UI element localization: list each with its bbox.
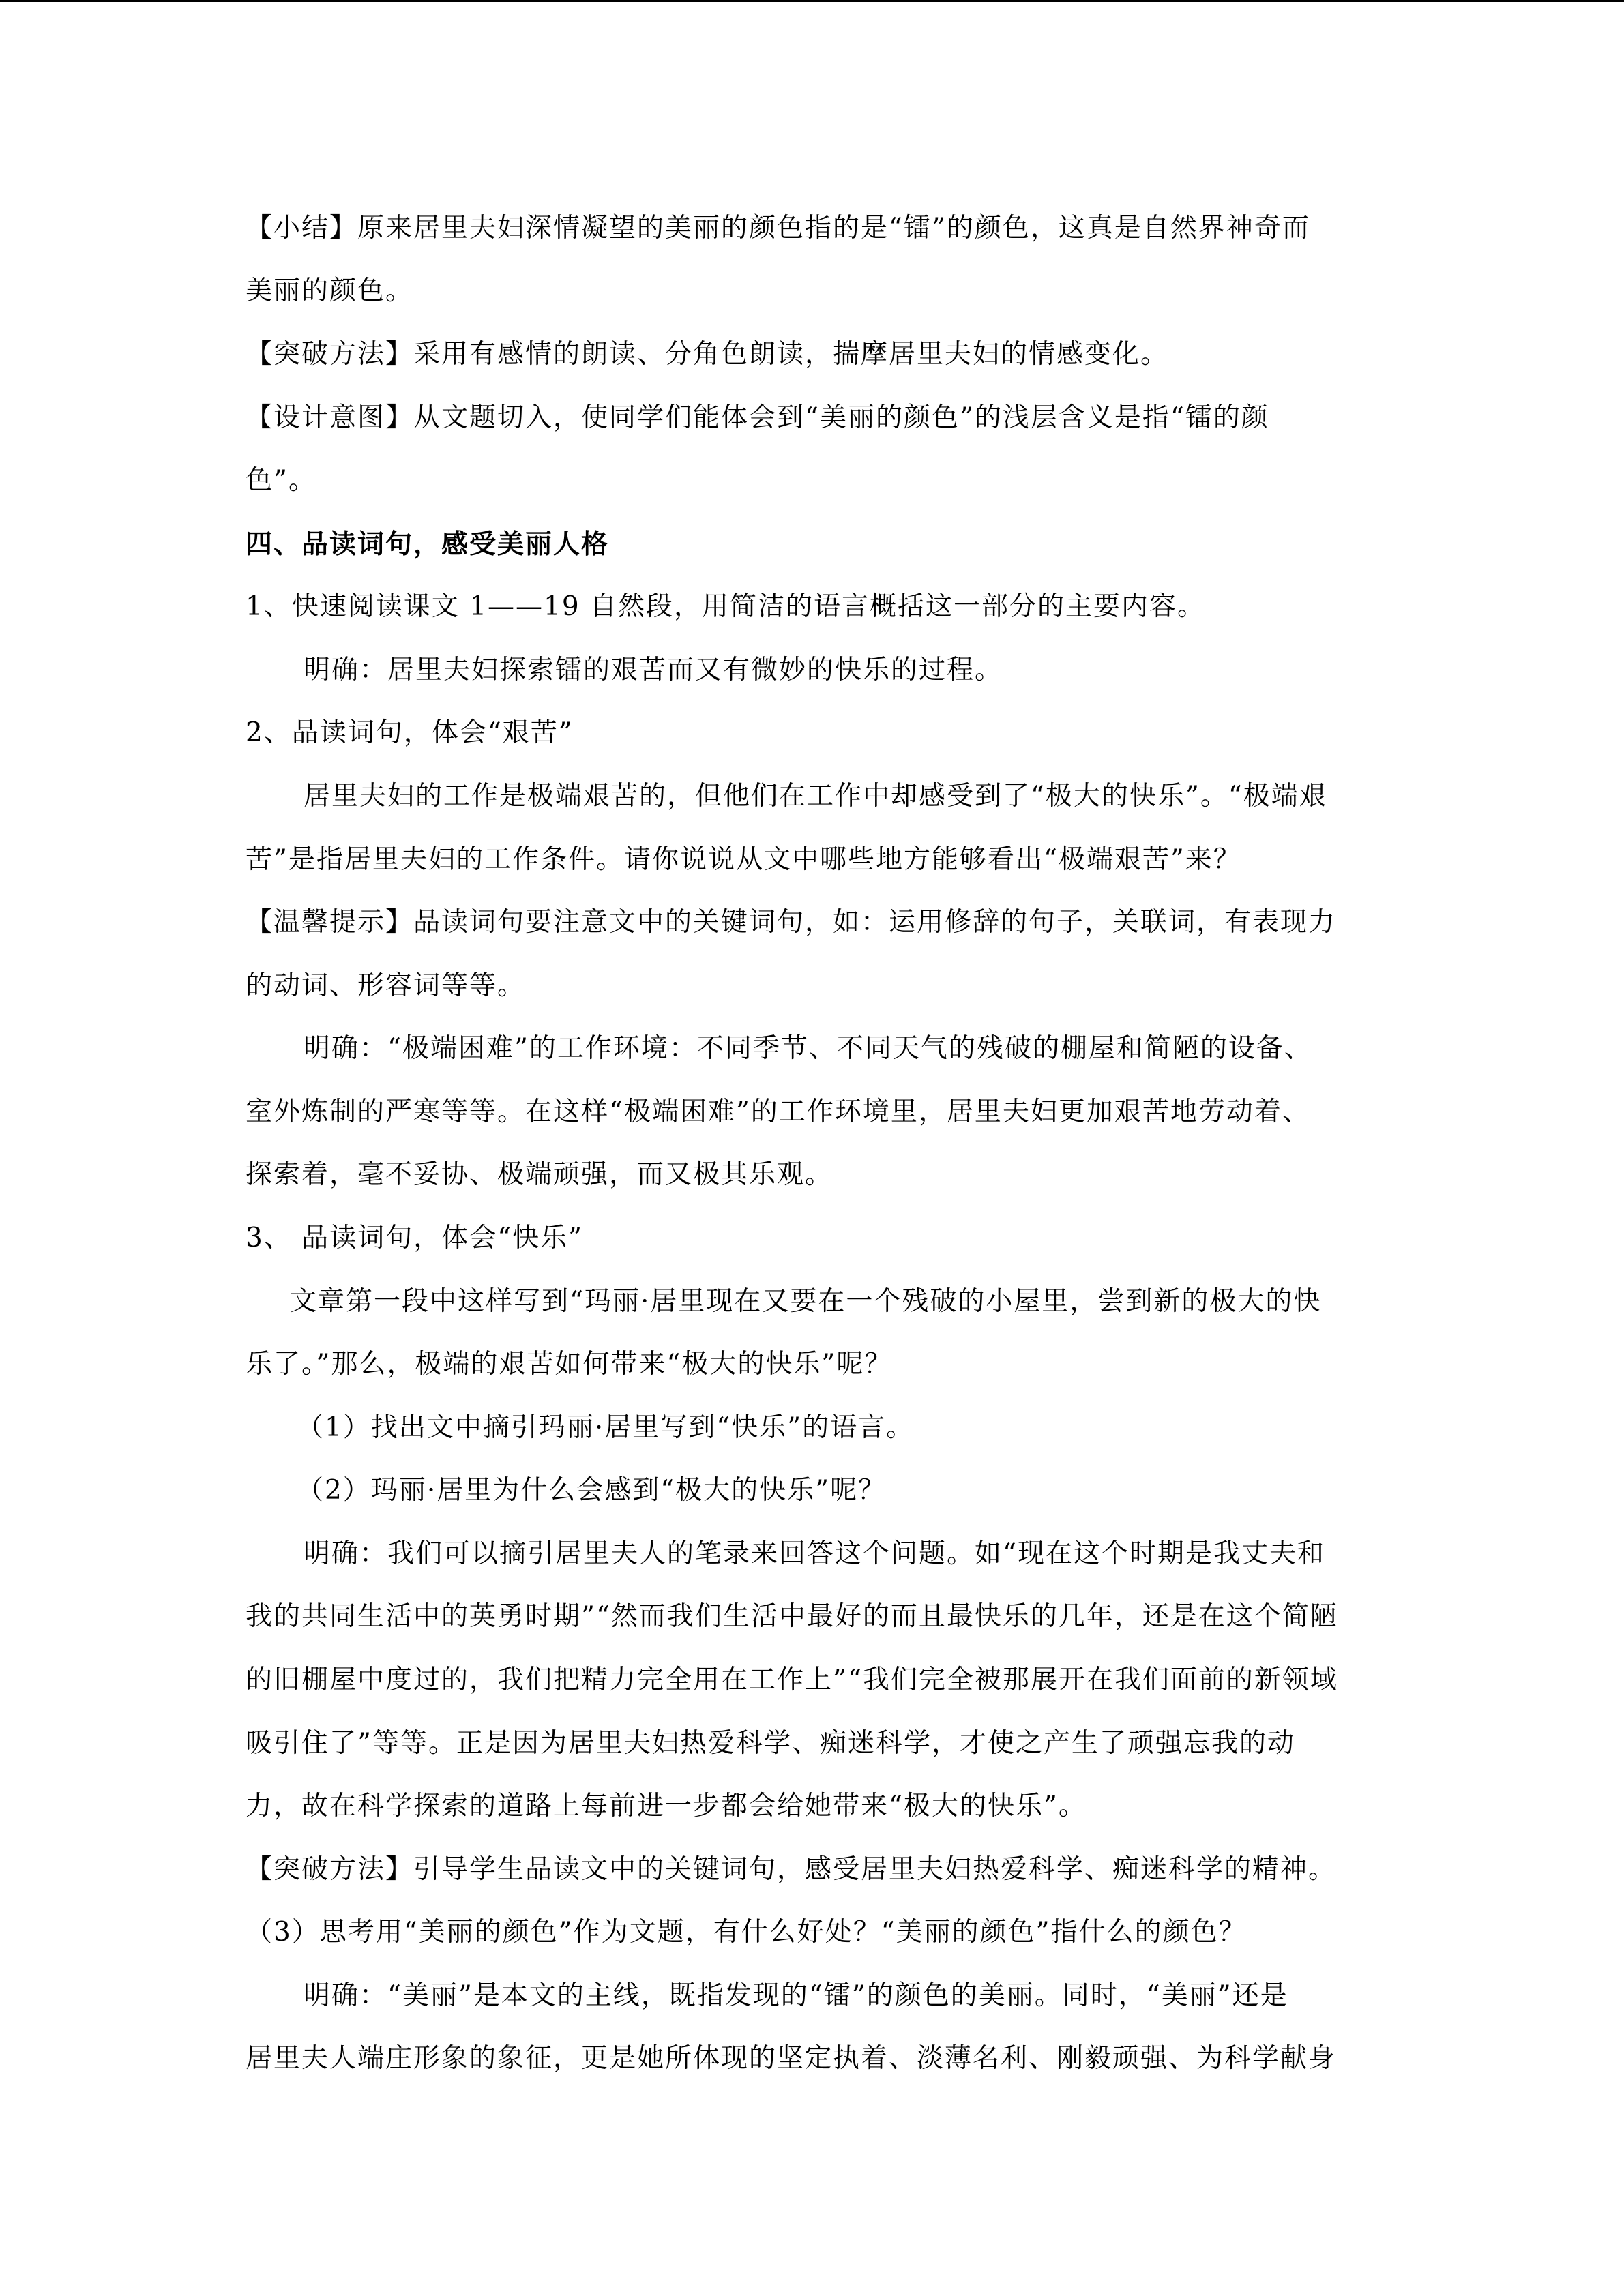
step-2-answer-line-1: 明确：“极端困难”的工作环境：不同季节、不同天气的残破的棚屋和简陋的设备、 (304, 1033, 1312, 1064)
step-3-answer-line-4: 吸引住了”等等。正是因为居里夫妇热爱科学、痴迷科学，才使之产生了顽强忘我的动 (246, 1728, 1295, 1759)
step-3-question-2: （2）玛丽·居里为什么会感到“极大的快乐”呢？ (297, 1475, 887, 1506)
step-3-question-3: （3）思考用“美丽的颜色”作为文题，有什么好处？“美丽的颜色”指什么的颜色？ (246, 1917, 1247, 1948)
step-2-answer-line-3: 探索着，毫不妥协、极端顽强，而又极其乐观。 (246, 1159, 833, 1190)
design-intent-line-1: 【设计意图】从文题切入，使同学们能体会到“美丽的颜色”的浅层含义是指“镭的颜 (246, 402, 1269, 433)
design-intent-line-2: 色”。 (246, 465, 316, 496)
section-heading-4: 四、品读词句，感受美丽人格 (246, 528, 610, 560)
step-1-answer: 明确：居里夫妇探索镭的艰苦而又有微妙的快乐的过程。 (304, 655, 1003, 685)
summary-line-2: 美丽的颜色。 (246, 275, 414, 306)
summary-line-1: 【小结】原来居里夫妇深情凝望的美丽的颜色指的是“镭”的颜色，这真是自然界神奇而 (246, 213, 1310, 243)
step-3-heading: 3、 品读词句，体会“快乐” (246, 1223, 584, 1253)
final-answer-line-1: 明确：“美丽”是本文的主线，既指发现的“镭”的颜色的美丽。同时，“美丽”还是 (304, 1980, 1288, 2011)
step-3-question-1: （1）找出文中摘引玛丽·居里写到“快乐”的语言。 (297, 1412, 915, 1443)
step-3-answer-line-5: 力，故在科学探索的道路上每前进一步都会给她带来“极大的快乐”。 (246, 1791, 1087, 1821)
step-3-para-line-1: 文章第一段中这样写到“玛丽·居里现在又要在一个残破的小屋里，尝到新的极大的快 (290, 1286, 1322, 1317)
tip-line-1: 【温馨提示】品读词句要注意文中的关键词句，如：运用修辞的句子，关联词，有表现力 (246, 907, 1337, 938)
step-2-answer-line-2: 室外炼制的严寒等等。在这样“极端困难”的工作环境里，居里夫妇更加艰苦地劳动着、 (246, 1097, 1310, 1127)
page-top-border (0, 0, 1624, 2)
step-3-answer-line-1: 明确：我们可以摘引居里夫人的笔录来回答这个问题。如“现在这个时期是我丈夫和 (304, 1538, 1325, 1569)
step-2-para-line-2: 苦”是指居里夫妇的工作条件。请你说说从文中哪些地方能够看出“极端艰苦”来？ (246, 844, 1241, 875)
step-1-text: 1、快速阅读课文 1——19 自然段，用简洁的语言概括这一部分的主要内容。 (246, 591, 1206, 622)
step-3-para-line-2: 乐了。”那么，极端的艰苦如何带来“极大的快乐”呢？ (246, 1349, 893, 1380)
step-3-answer-line-3: 的旧棚屋中度过的，我们把精力完全用在工作上”“我们完全被那展开在我们面前的新领域 (246, 1665, 1338, 1695)
step-2-heading: 2、品读词句，体会“艰苦” (246, 717, 574, 748)
tip-line-2: 的动词、形容词等等。 (246, 970, 526, 1001)
breakthrough-method-2: 【突破方法】引导学生品读文中的关键词句，感受居里夫妇热爱科学、痴迷科学的精神。 (246, 1854, 1337, 1885)
step-2-para-line-1: 居里夫妇的工作是极端艰苦的，但他们在工作中却感受到了“极大的快乐”。“极端艰 (304, 781, 1327, 811)
step-3-answer-line-2: 我的共同生活中的英勇时期”“然而我们生活中最好的而且最快乐的几年，还是在这个简陋 (246, 1601, 1338, 1632)
breakthrough-method-1: 【突破方法】采用有感情的朗读、分角色朗读，揣摩居里夫妇的情感变化。 (246, 339, 1169, 370)
final-answer-line-2: 居里夫人端庄形象的象征，更是她所体现的坚定执着、淡薄名利、刚毅顽强、为科学献身 (246, 2043, 1337, 2074)
